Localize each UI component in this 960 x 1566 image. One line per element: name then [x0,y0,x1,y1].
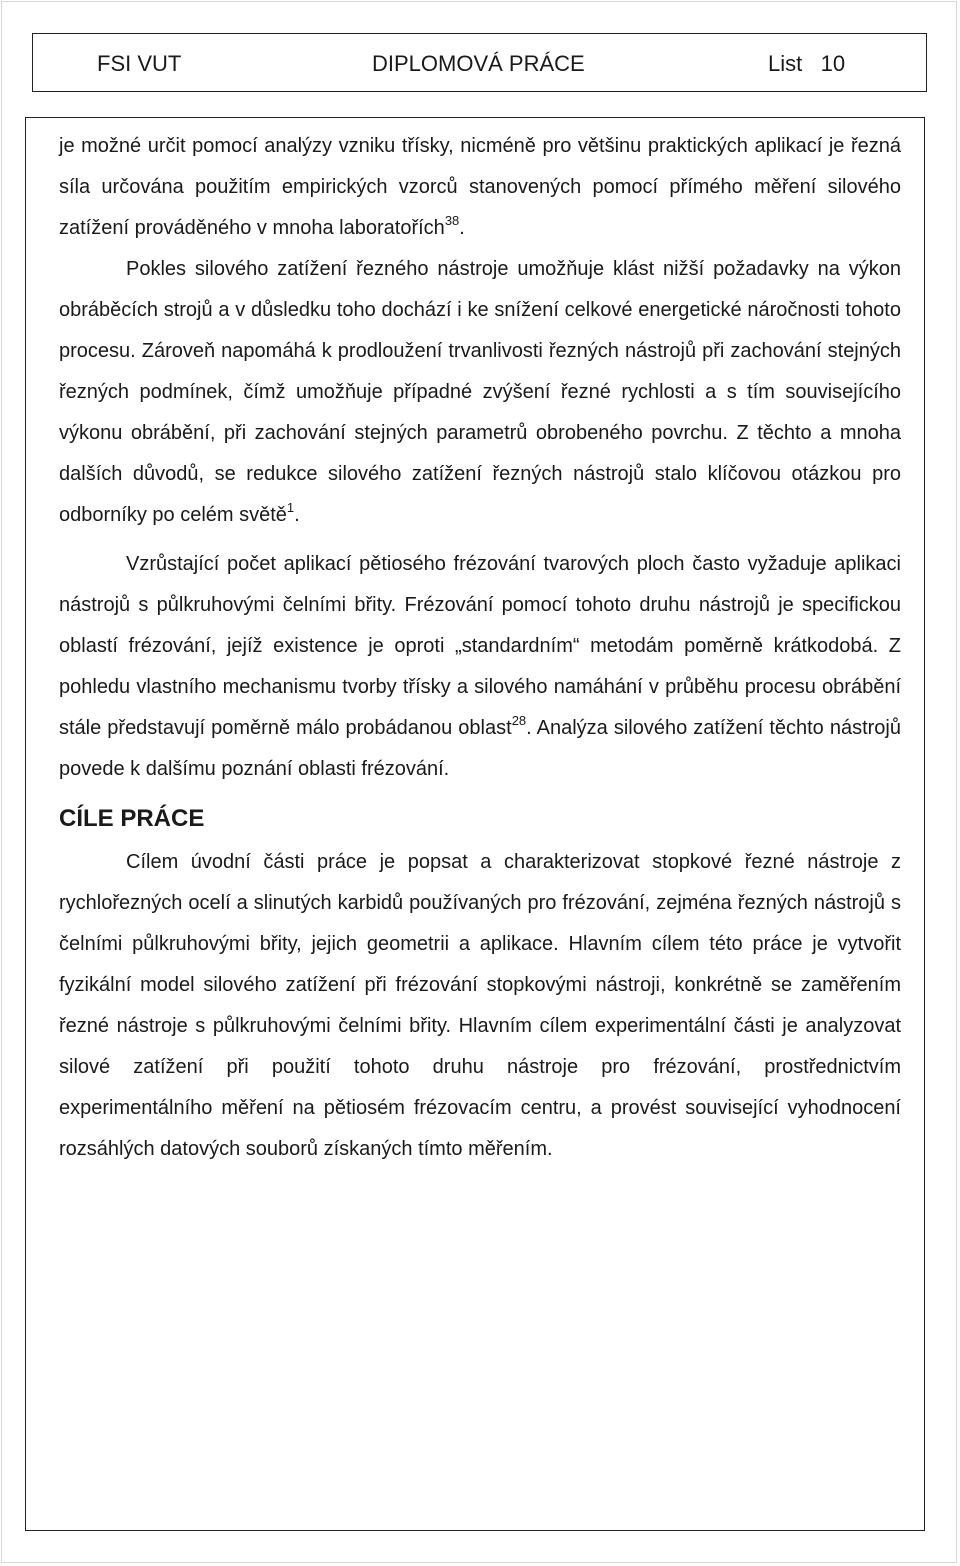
paragraph-3-tail: . Analýza silového zatížení těchto nástrojů povede k dalšímu poznání oblasti frézování. [59,717,901,780]
page-header [32,33,927,92]
citation-ref: 28 [511,713,527,728]
header-page-number: 10 [820,51,846,76]
body-text [59,126,901,1170]
header-page-indicator [768,51,845,77]
paragraph-3-text: Vzrůstající počet aplikací pětiosého frézování tvarových ploch často vyžaduje aplikaci nástrojů s půlkruhovými čelními břity. Frézování pomocí tohoto druhu nástrojů je specifickou oblastí frézování, jejíž existence je oproti „standardním“ metodám poměrně krátkodobá. Z pohledu vlastního mechanismu tvorby třísky a silového namáhání v průběhu procesu obrábění stále představují poměrně málo probádanou oblast [59,553,901,739]
section-heading: CÍLE PRÁCE [59,805,205,832]
paragraph-five-axis-milling [59,544,901,790]
paragraph-continuation [59,126,901,249]
citation-ref: 1 [286,500,295,515]
citation-ref: 38 [444,213,460,228]
header-page-label: List [768,51,803,76]
paragraph-1-tail: . [459,217,465,239]
header-document-type: DIPLOMOVÁ PRÁCE [372,51,585,76]
paragraph-goals: Cílem úvodní části práce je popsat a charakterizovat stopkové řezné nástroje z rychlořezných ocelí a slinutých karbidů používaných pro frézování, zejména řezných nástrojů s čelními půlkruhovými břity, jejich geometrii a aplikace. Hlavním cílem této práce je vytvořit fyzikální model silového zatížení při frézování stopkovými nástroji, konkrétně se zaměřením řezné nástroje s půlkruhovými čelními břity. Hlavním cílem experimentální části je analyzovat silové zatížení při použití tohoto druhu nástroje pro frézování, prostřednictvím experimentálního měření na pětiosém frézovacím centru, a provést související vyhodnocení rozsáhlých datových souborů získaných tímto měřením. [59,851,901,1160]
header-faculty: FSI VUT [97,51,182,76]
paragraph-2-tail: . [294,504,300,526]
paragraph-2-text: Pokles silového zatížení řezného nástroje umožňuje klást nižší požadavky na výkon obráběcích strojů a v důsledku toho dochází i ke snížení celkové energetické náročnosti tohoto procesu. Zároveň napomáhá k prodloužení trvanlivosti řezných nástrojů při zachování stejných řezných podmínek, čímž umožňuje případné zvýšení řezné rychlosti a s tím souvisejícího výkonu obrábění, při zachování stejných parametrů obrobeného povrchu. Z těchto a mnoha dalších důvodů, se redukce silového zatížení řezných nástrojů stalo klíčovou otázkou pro odborníky po celém světě [59,258,901,526]
paragraph-1-text: je možné určit pomocí analýzy vzniku třísky, nicméně pro většinu praktických aplikací je řezná síla určována použitím empirických vzorců stanovených pomocí přímého měření silového zatížení prováděného v mnoha laboratořích [59,135,901,239]
paragraph-force-reduction [59,249,901,536]
